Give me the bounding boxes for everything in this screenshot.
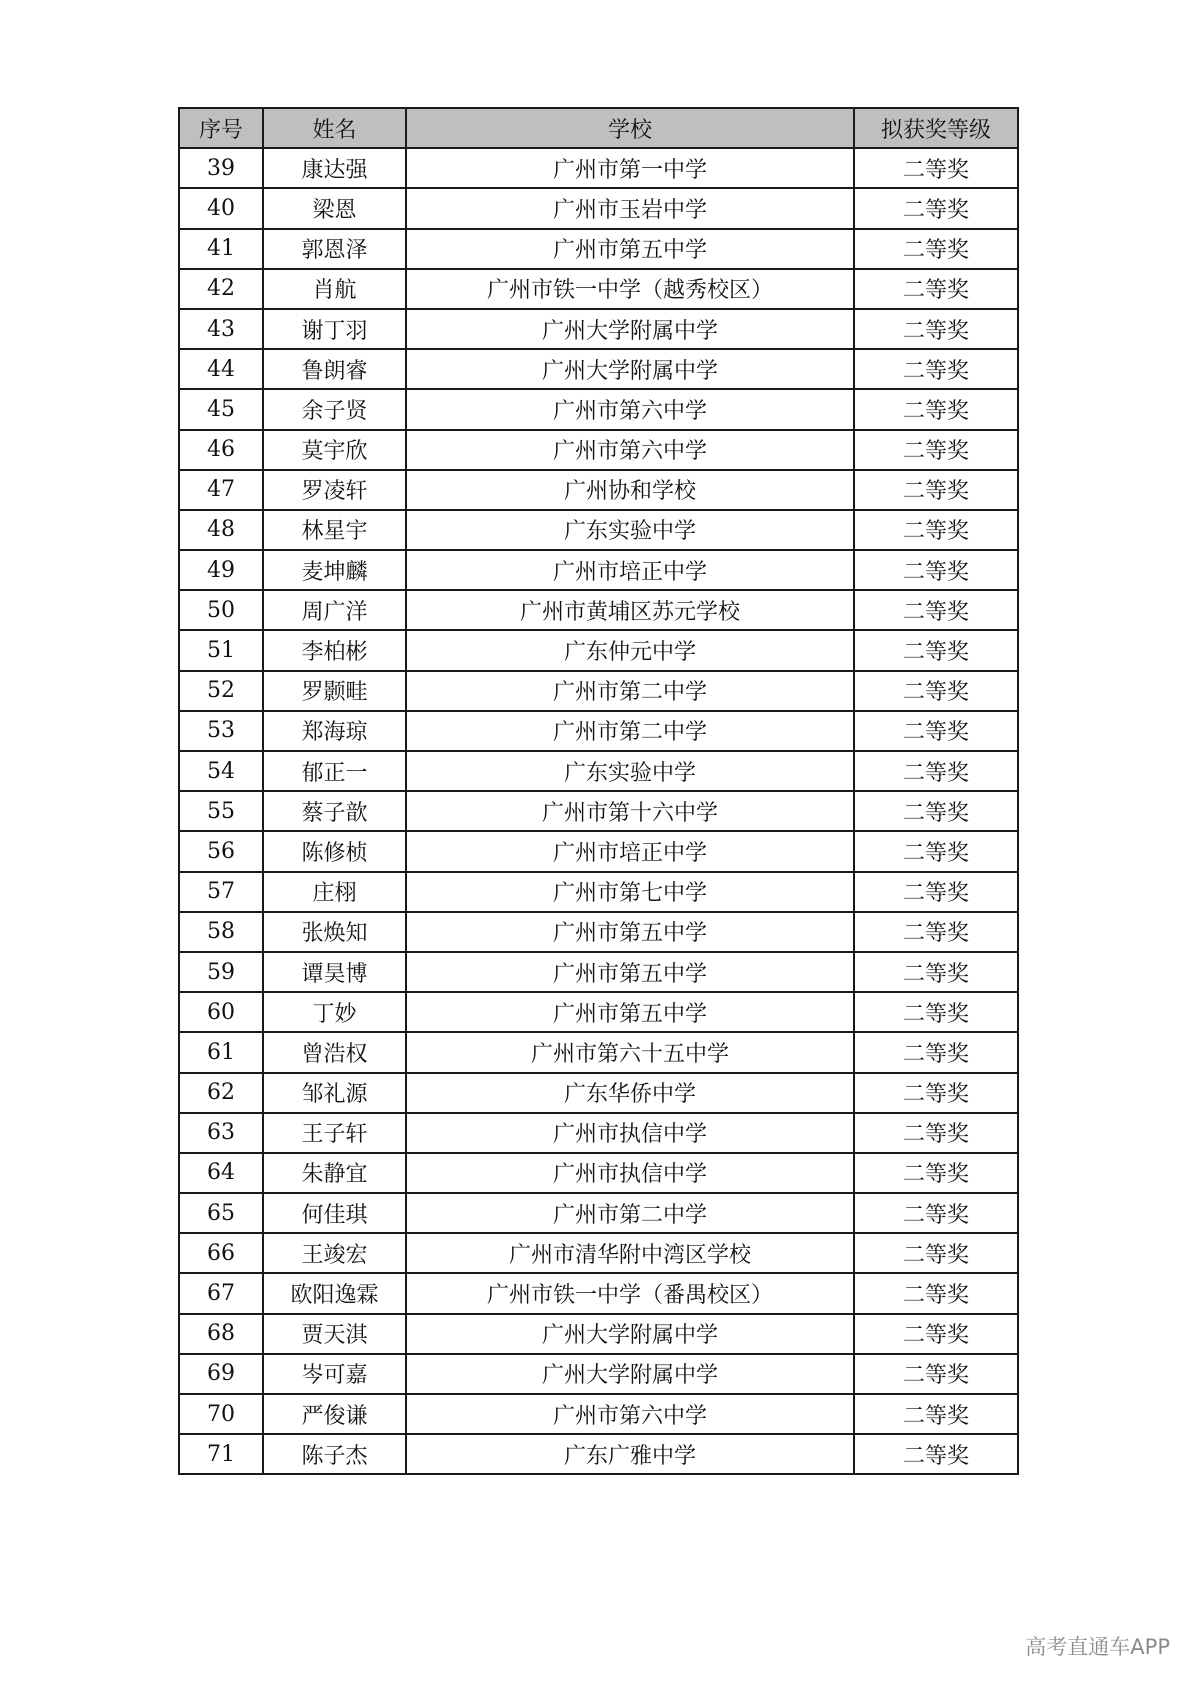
cell-no: 63 <box>179 1113 263 1153</box>
cell-name: 欧阳逸霖 <box>263 1273 406 1313</box>
table-row <box>179 309 1018 349</box>
table-row <box>179 269 1018 309</box>
cell-no: 65 <box>179 1193 263 1233</box>
cell-school: 广州市第六十五中学 <box>406 1032 854 1072</box>
cell-school: 广州市第六中学 <box>406 1394 854 1434</box>
cell-award: 二等奖 <box>854 952 1018 992</box>
cell-name: 王子轩 <box>263 1113 406 1153</box>
cell-name: 余子贤 <box>263 389 406 429</box>
cell-school: 广州市第五中学 <box>406 912 854 952</box>
cell-name: 朱静宜 <box>263 1153 406 1193</box>
table-row <box>179 711 1018 751</box>
cell-school: 广东实验中学 <box>406 751 854 791</box>
cell-award: 二等奖 <box>854 309 1018 349</box>
cell-name: 庄栩 <box>263 872 406 912</box>
cell-no: 43 <box>179 309 263 349</box>
cell-no: 54 <box>179 751 263 791</box>
cell-no: 48 <box>179 510 263 550</box>
table-row <box>179 550 1018 590</box>
cell-no: 71 <box>179 1434 263 1474</box>
cell-name: 周广洋 <box>263 590 406 630</box>
cell-award: 二等奖 <box>854 1314 1018 1354</box>
cell-award: 二等奖 <box>854 751 1018 791</box>
cell-school: 广州协和学校 <box>406 470 854 510</box>
cell-no: 69 <box>179 1354 263 1394</box>
cell-school: 广州市第五中学 <box>406 229 854 269</box>
table-row <box>179 872 1018 912</box>
table-row <box>179 791 1018 831</box>
cell-school: 广州大学附属中学 <box>406 349 854 389</box>
cell-school: 广州市第七中学 <box>406 872 854 912</box>
table-row <box>179 1394 1018 1434</box>
cell-name: 莫宇欣 <box>263 430 406 470</box>
cell-award: 二等奖 <box>854 1032 1018 1072</box>
cell-no: 57 <box>179 872 263 912</box>
cell-award: 二等奖 <box>854 912 1018 952</box>
cell-name: 肖航 <box>263 269 406 309</box>
cell-name: 谭昊博 <box>263 952 406 992</box>
cell-name: 林星宇 <box>263 510 406 550</box>
cell-school: 广州市第一中学 <box>406 148 854 188</box>
cell-name: 岑可嘉 <box>263 1354 406 1394</box>
cell-no: 67 <box>179 1273 263 1313</box>
cell-school: 广州市第二中学 <box>406 711 854 751</box>
cell-no: 44 <box>179 349 263 389</box>
table-row <box>179 992 1018 1032</box>
cell-school: 广州市第二中学 <box>406 1193 854 1233</box>
table-body <box>179 148 1018 1474</box>
cell-award: 二等奖 <box>854 389 1018 429</box>
cell-award: 二等奖 <box>854 791 1018 831</box>
table-row <box>179 751 1018 791</box>
header-row <box>179 108 1018 148</box>
cell-award: 二等奖 <box>854 711 1018 751</box>
cell-name: 严俊谦 <box>263 1394 406 1434</box>
cell-name: 麦坤麟 <box>263 550 406 590</box>
watermark: 高考直通车APP <box>1025 1635 1170 1659</box>
table-row <box>179 1233 1018 1273</box>
cell-no: 40 <box>179 188 263 228</box>
cell-no: 41 <box>179 229 263 269</box>
cell-school: 广东广雅中学 <box>406 1434 854 1474</box>
cell-award: 二等奖 <box>854 1394 1018 1434</box>
table-row <box>179 671 1018 711</box>
cell-no: 64 <box>179 1153 263 1193</box>
header-school: 学校 <box>406 108 854 148</box>
cell-award: 二等奖 <box>854 1153 1018 1193</box>
cell-award: 二等奖 <box>854 1193 1018 1233</box>
cell-school: 广州市执信中学 <box>406 1113 854 1153</box>
cell-no: 70 <box>179 1394 263 1434</box>
cell-award: 二等奖 <box>854 470 1018 510</box>
cell-award: 二等奖 <box>854 630 1018 670</box>
cell-no: 46 <box>179 430 263 470</box>
cell-name: 梁恩 <box>263 188 406 228</box>
table-row <box>179 188 1018 228</box>
cell-school: 广州市玉岩中学 <box>406 188 854 228</box>
cell-award: 二等奖 <box>854 188 1018 228</box>
table-row <box>179 630 1018 670</box>
cell-school: 广州大学附属中学 <box>406 309 854 349</box>
table-row <box>179 912 1018 952</box>
cell-no: 50 <box>179 590 263 630</box>
cell-award: 二等奖 <box>854 1434 1018 1474</box>
cell-name: 贾天淇 <box>263 1314 406 1354</box>
cell-name: 鲁朗睿 <box>263 349 406 389</box>
cell-award: 二等奖 <box>854 550 1018 590</box>
cell-award: 二等奖 <box>854 671 1018 711</box>
table-row <box>179 1032 1018 1072</box>
cell-award: 二等奖 <box>854 590 1018 630</box>
cell-award: 二等奖 <box>854 269 1018 309</box>
cell-name: 王竣宏 <box>263 1233 406 1273</box>
cell-school: 广州市清华附中湾区学校 <box>406 1233 854 1273</box>
cell-name: 康达强 <box>263 148 406 188</box>
cell-award: 二等奖 <box>854 1354 1018 1394</box>
cell-name: 邹礼源 <box>263 1073 406 1113</box>
cell-award: 二等奖 <box>854 992 1018 1032</box>
cell-award: 二等奖 <box>854 831 1018 871</box>
cell-no: 45 <box>179 389 263 429</box>
table-row <box>179 389 1018 429</box>
cell-school: 广州市黄埔区苏元学校 <box>406 590 854 630</box>
table-row <box>179 510 1018 550</box>
cell-no: 61 <box>179 1032 263 1072</box>
cell-name: 陈修桢 <box>263 831 406 871</box>
table-row <box>179 1354 1018 1394</box>
cell-award: 二等奖 <box>854 229 1018 269</box>
cell-name: 何佳琪 <box>263 1193 406 1233</box>
cell-no: 47 <box>179 470 263 510</box>
cell-award: 二等奖 <box>854 1113 1018 1153</box>
cell-name: 张焕知 <box>263 912 406 952</box>
cell-no: 59 <box>179 952 263 992</box>
cell-no: 66 <box>179 1233 263 1273</box>
cell-award: 二等奖 <box>854 510 1018 550</box>
cell-name: 蔡子歆 <box>263 791 406 831</box>
table-row <box>179 148 1018 188</box>
cell-award: 二等奖 <box>854 148 1018 188</box>
table-row <box>179 831 1018 871</box>
cell-award: 二等奖 <box>854 872 1018 912</box>
cell-school: 广州市铁一中学（越秀校区） <box>406 269 854 309</box>
cell-school: 广州市执信中学 <box>406 1153 854 1193</box>
header-award: 拟获奖等级 <box>854 108 1018 148</box>
cell-school: 广州市第十六中学 <box>406 791 854 831</box>
cell-no: 52 <box>179 671 263 711</box>
table-row <box>179 229 1018 269</box>
header-no: 序号 <box>179 108 263 148</box>
table-row <box>179 1113 1018 1153</box>
cell-no: 39 <box>179 148 263 188</box>
cell-no: 60 <box>179 992 263 1032</box>
table-row <box>179 1153 1018 1193</box>
cell-no: 55 <box>179 791 263 831</box>
cell-award: 二等奖 <box>854 349 1018 389</box>
cell-name: 郑海琼 <box>263 711 406 751</box>
cell-name: 罗颢畦 <box>263 671 406 711</box>
cell-school: 广州市第六中学 <box>406 389 854 429</box>
cell-no: 58 <box>179 912 263 952</box>
table-row <box>179 470 1018 510</box>
cell-school: 广州大学附属中学 <box>406 1354 854 1394</box>
cell-no: 51 <box>179 630 263 670</box>
cell-school: 广东仲元中学 <box>406 630 854 670</box>
table-row <box>179 952 1018 992</box>
cell-no: 56 <box>179 831 263 871</box>
table-row <box>179 430 1018 470</box>
cell-school: 广东实验中学 <box>406 510 854 550</box>
cell-no: 53 <box>179 711 263 751</box>
cell-school: 广州市第五中学 <box>406 952 854 992</box>
cell-school: 广州市铁一中学（番禺校区） <box>406 1273 854 1313</box>
cell-name: 罗凌轩 <box>263 470 406 510</box>
cell-school: 广州市第五中学 <box>406 992 854 1032</box>
cell-name: 谢丁羽 <box>263 309 406 349</box>
table-row <box>179 1434 1018 1474</box>
cell-award: 二等奖 <box>854 430 1018 470</box>
cell-award: 二等奖 <box>854 1073 1018 1113</box>
cell-name: 曾浩权 <box>263 1032 406 1072</box>
cell-school: 广州市培正中学 <box>406 831 854 871</box>
cell-school: 广州大学附属中学 <box>406 1314 854 1354</box>
cell-no: 68 <box>179 1314 263 1354</box>
table-row <box>179 349 1018 389</box>
table-header <box>179 108 1018 148</box>
cell-school: 广东华侨中学 <box>406 1073 854 1113</box>
cell-name: 陈子杰 <box>263 1434 406 1474</box>
cell-school: 广州市第六中学 <box>406 430 854 470</box>
cell-award: 二等奖 <box>854 1273 1018 1313</box>
award-table <box>178 107 1019 1475</box>
table-row <box>179 1193 1018 1233</box>
table-row <box>179 590 1018 630</box>
cell-name: 李柏彬 <box>263 630 406 670</box>
table-row <box>179 1073 1018 1113</box>
cell-school: 广州市培正中学 <box>406 550 854 590</box>
cell-name: 郁正一 <box>263 751 406 791</box>
cell-no: 49 <box>179 550 263 590</box>
cell-no: 42 <box>179 269 263 309</box>
header-name: 姓名 <box>263 108 406 148</box>
cell-name: 丁妙 <box>263 992 406 1032</box>
cell-name: 郭恩泽 <box>263 229 406 269</box>
cell-school: 广州市第二中学 <box>406 671 854 711</box>
cell-award: 二等奖 <box>854 1233 1018 1273</box>
table-row <box>179 1314 1018 1354</box>
table-row <box>179 1273 1018 1313</box>
cell-no: 62 <box>179 1073 263 1113</box>
